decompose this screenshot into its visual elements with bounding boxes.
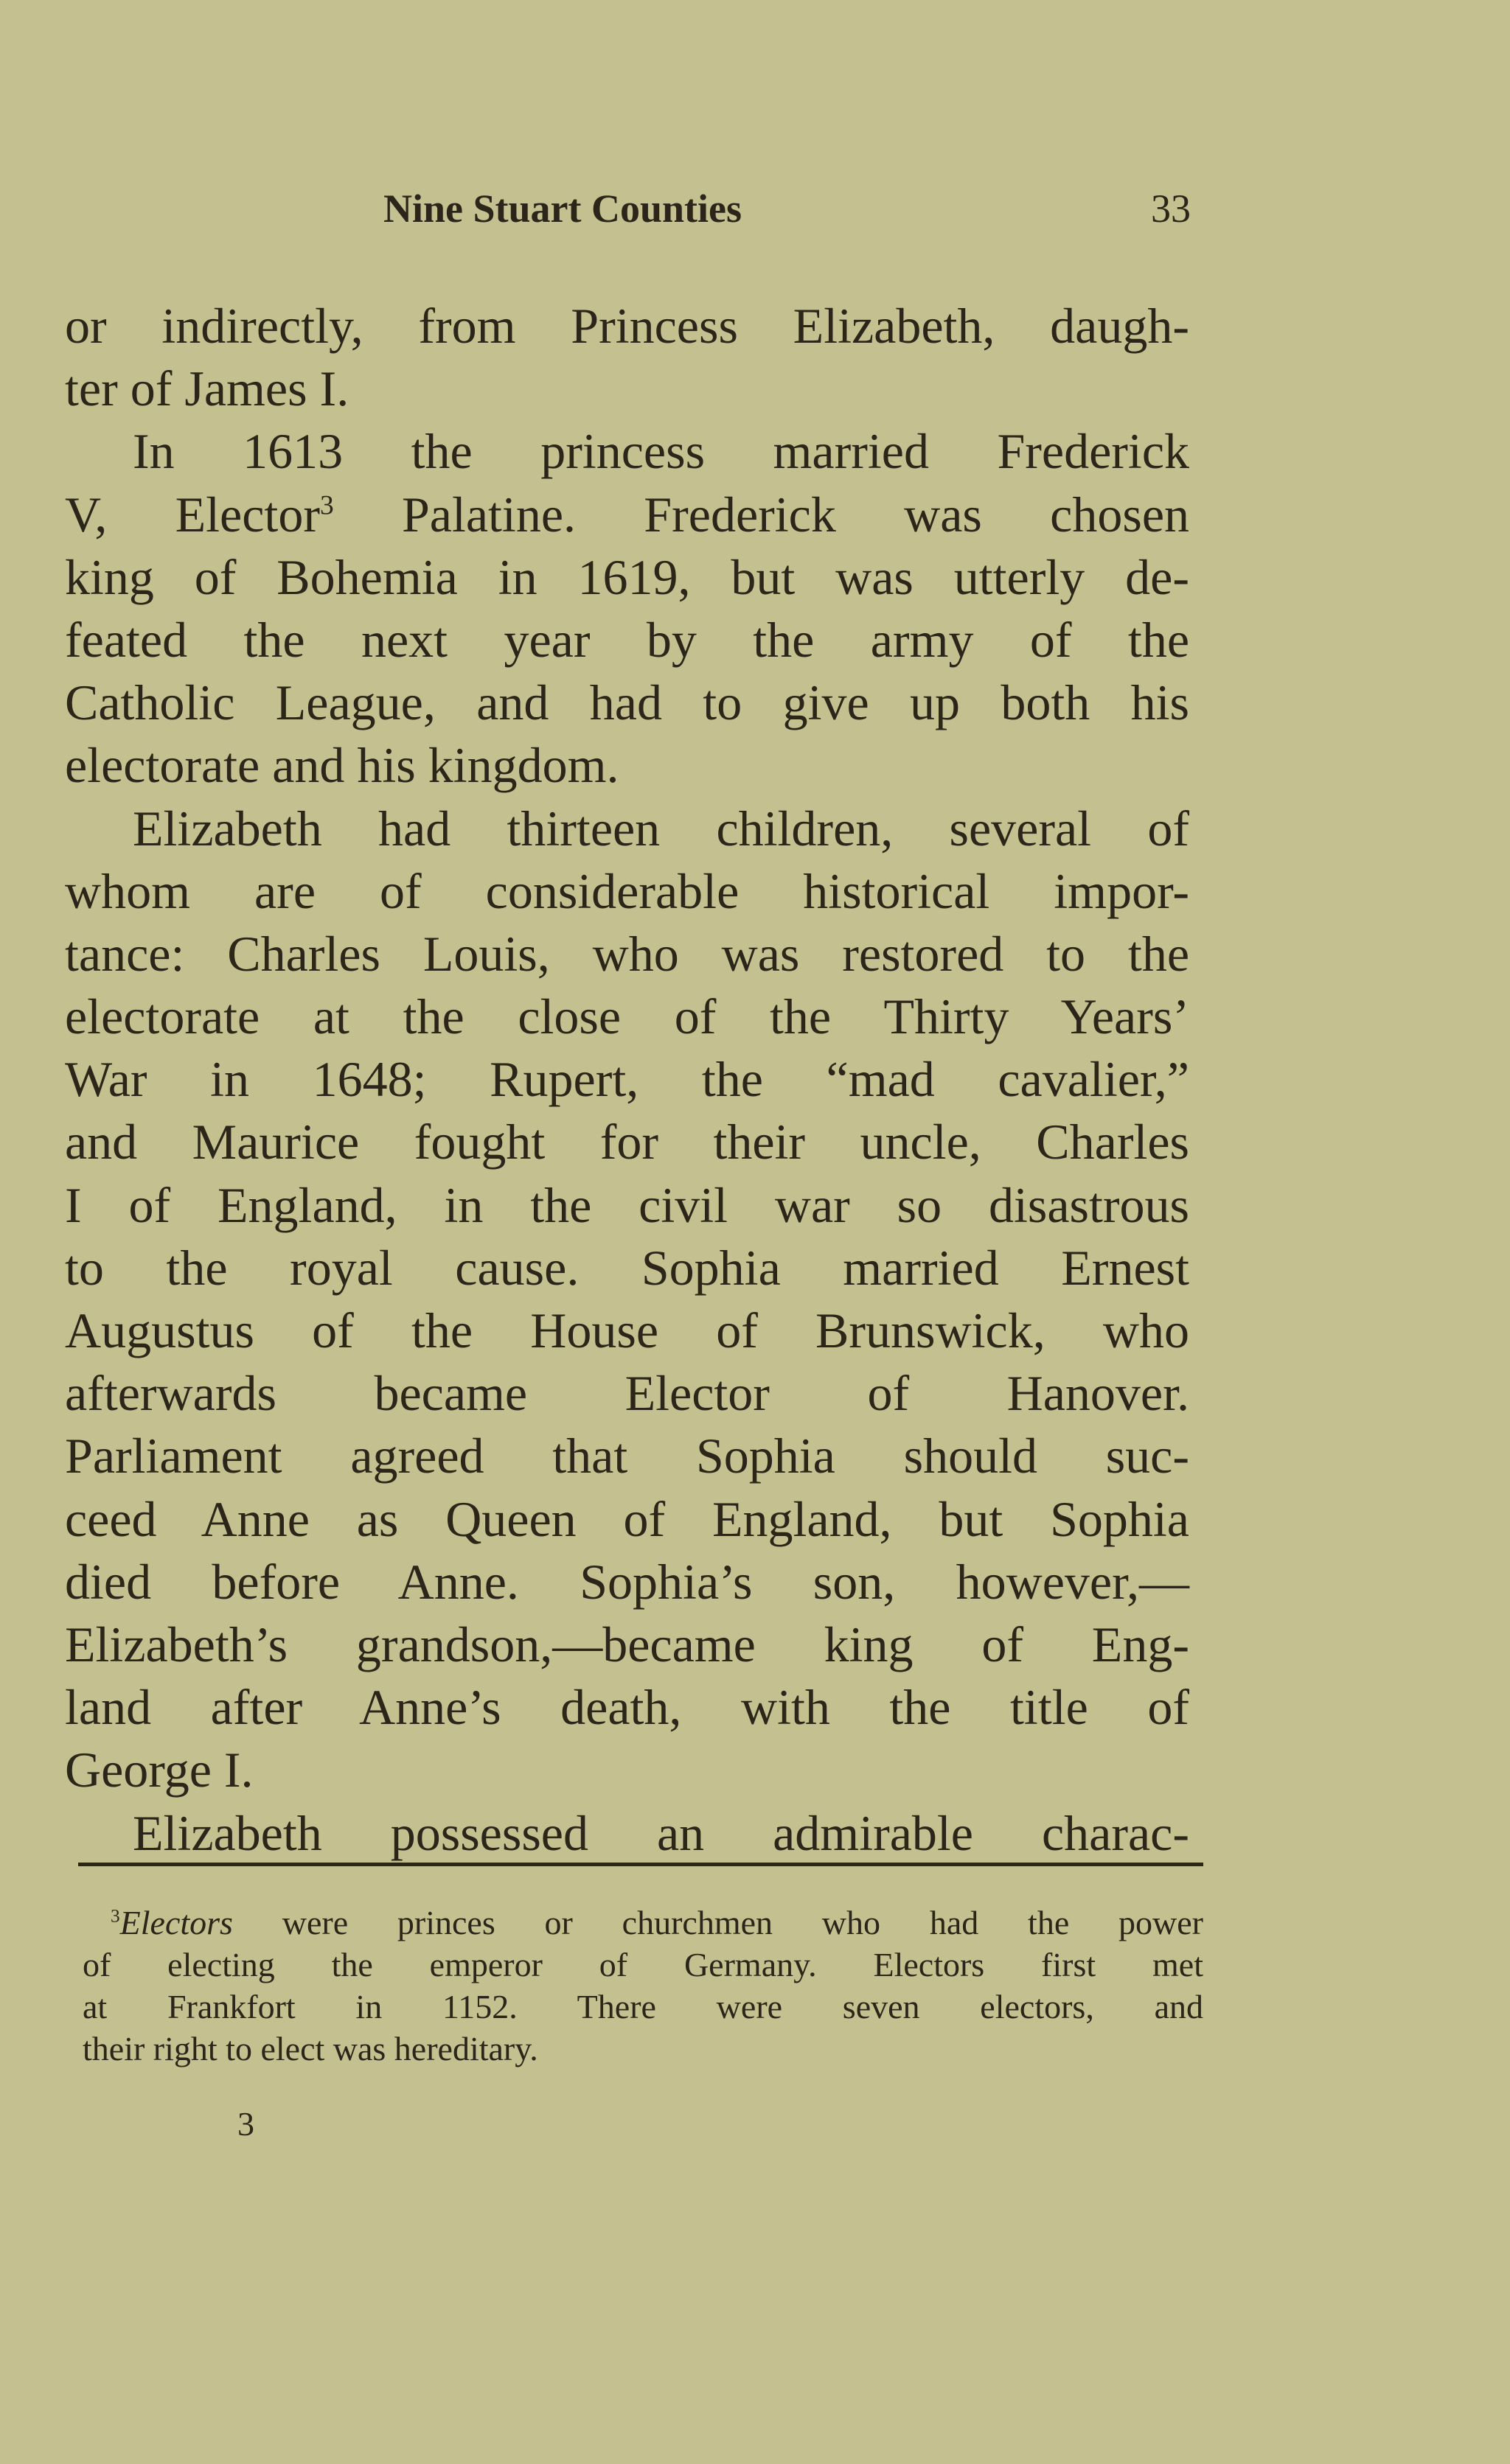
body-line: ter of James I. (65, 360, 349, 417)
body-line: electorate at the close of the Thirty Years’ (65, 988, 1189, 1045)
footnote-line (83, 1902, 1203, 1944)
body-line: Elizabeth possessed an admirable charac- (133, 1804, 1189, 1861)
body-line: land after Anne’s death, with the title of (65, 1679, 1189, 1736)
body-line: I of England, in the civil war so disastrous (65, 1176, 1189, 1233)
footnote-line: at Frankfort in 1152. There were seven electors, and (83, 1988, 1203, 2025)
running-header (383, 186, 1191, 237)
footnote-marker: 3 (111, 1905, 120, 1927)
body-line: and Maurice fought for their uncle, Charles (65, 1114, 1189, 1170)
body-line: In 1613 the princess married Frederick (133, 423, 1189, 480)
running-title: Nine Stuart Counties (383, 186, 742, 231)
body-line: Catholic League, and had to give up both his (65, 674, 1189, 731)
body-line: Elizabeth had thirteen children, several of (133, 800, 1189, 856)
body-line: whom are of considerable historical impor- (65, 862, 1189, 919)
body-line: king of Bohemia in 1619, but was utterly de- (65, 548, 1189, 605)
body-line: War in 1648; Rupert, the “mad cavalier,” (65, 1051, 1189, 1108)
body-line: electorate and his kingdom. (65, 737, 619, 794)
footnote-rule (78, 1863, 1203, 1866)
body-line: feated the next year by the army of the (65, 611, 1189, 668)
signature-mark: 3 (237, 2105, 254, 2143)
footnote-line: their right to elect was hereditary. (83, 2030, 538, 2067)
body-line: tance: Charles Louis, who was restored to the (65, 925, 1189, 982)
body-line: to the royal cause. Sophia married Ernest (65, 1239, 1189, 1296)
body-line: George I. (65, 1742, 254, 1798)
body-line: Elizabeth’s grandson,—became king of Eng- (65, 1616, 1189, 1672)
body-line: Parliament agreed that Sophia should suc- (65, 1428, 1189, 1484)
body-line: died before Anne. Sophia’s son, however,— (65, 1553, 1189, 1610)
footnote (83, 1902, 1203, 2070)
footnote-term: Electors (119, 1904, 233, 1941)
footnote-line: of electing the emperor of Germany. Electors first met (83, 1946, 1203, 1983)
body-line: or indirectly, from Princess Elizabeth, daugh- (65, 298, 1189, 354)
body-line: Augustus of the House of Brunswick, who (65, 1302, 1189, 1358)
body-line: V, Elector$^3$ Palatine. Frederick was chosen (65, 486, 1189, 542)
body-line: afterwards became Elector of Hanover. (65, 1365, 1189, 1422)
footnote-text: were princes or churchmen who had the power (232, 1904, 1203, 1941)
body-text (65, 295, 1189, 1865)
body-line: ceed Anne as Queen of England, but Sophia (65, 1490, 1189, 1547)
page-number: 33 (1151, 186, 1191, 231)
